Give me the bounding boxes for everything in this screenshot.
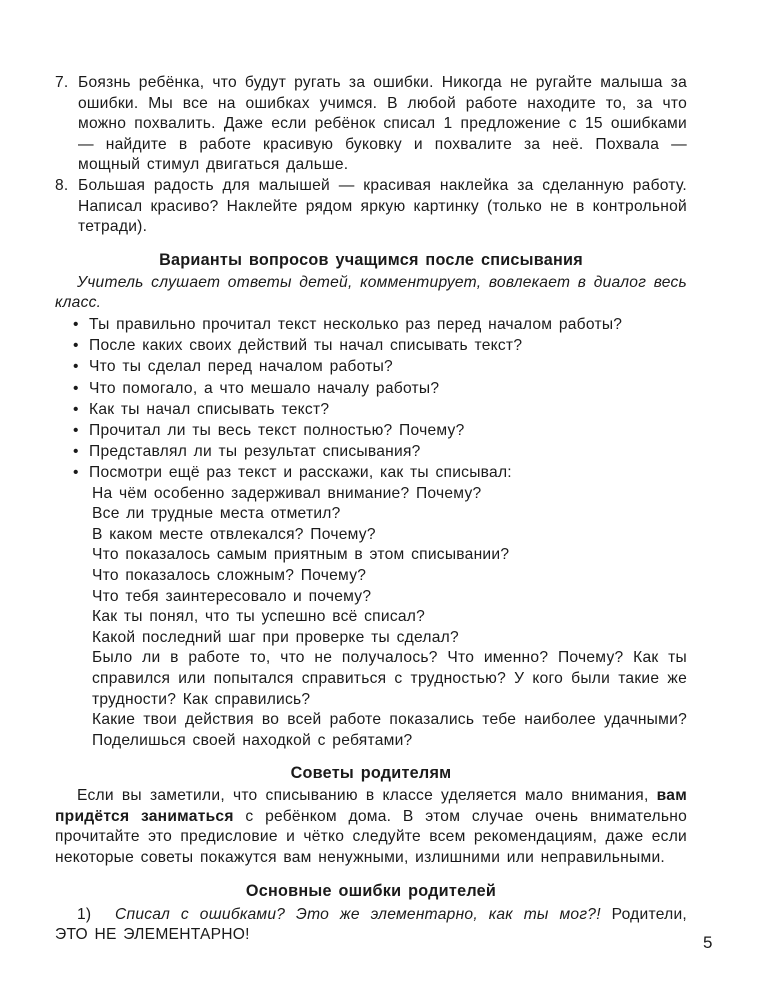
page-number: 5	[703, 933, 713, 952]
question-item: • Прочитал ли ты весь текст полностью? Почему?	[55, 420, 687, 441]
bullet-icon: •	[73, 421, 79, 439]
item-text: Боязнь ребёнка, что будут ругать за ошибки. Никогда не ругайте малыша за ошибки. Мы все на ошибках учимся. В любой работе находите то, за что можно похвалить. Даже если ребёнок списал 1 предложение с 15 ошибками — найдите в работе красивую буковку и похвалите за неё. Похвала — мощный стимул двигаться дальше.	[78, 74, 687, 174]
bullet-icon: •	[73, 315, 79, 333]
section-heading-mistakes: Основные ошибки родителей	[245, 881, 497, 900]
mistake-number: 1)	[77, 905, 92, 923]
mistake-quote: Списал с ошибками? Это же элементарно, как ты мог?!	[115, 905, 601, 923]
sub-question: Какие твои действия во всей работе показались тебе наиболее удачными? Поделишься своей находкой с ребятами?	[92, 711, 687, 749]
mistake-comment: Родители, ЭТО НЕ ЭЛЕМЕНТАРНО!	[55, 905, 687, 944]
mistake-item	[55, 905, 687, 946]
bullet-icon: •	[73, 400, 79, 418]
question-item: • Посмотри ещё раз текст и расскажи, как ты списывал:	[55, 462, 687, 483]
sub-question: На чём особенно задерживал внимание? Почему?	[92, 484, 482, 502]
section-heading-advice: Советы родителям	[290, 764, 452, 783]
question-item: • Что ты сделал перед началом работы?	[55, 356, 687, 377]
item-number: 8.	[55, 176, 69, 194]
bullet-icon: •	[73, 464, 79, 482]
sub-question: Что показалось самым приятным в этом списывании?	[92, 546, 510, 564]
sub-question: Как ты понял, что ты успешно всё списал?	[92, 608, 426, 626]
question-item: • Что помогало, а что мешало началу работы?	[55, 378, 687, 399]
sub-question: В каком месте отвлекался? Почему?	[92, 525, 376, 543]
sub-question: Какой последний шаг при проверке ты сделал?	[92, 628, 459, 646]
question-list	[55, 314, 687, 484]
advice-paragraph: Если вы заметили, что списыванию в классе уделяется мало внимания, вам придётся заниматься с ребёнком дома. В этом случае очень внимательно прочитайте это предисловие и чётко следуйте всем рекомендациям, даже если некоторые советы покажутся вам ненужными, излишними или неправильными.	[55, 787, 687, 867]
bullet-icon: •	[73, 379, 79, 397]
question-item: • Представлял ли ты результат списывания?	[55, 441, 687, 462]
question-item: • Как ты начал списывать текст?	[55, 399, 687, 420]
sub-question-list	[55, 484, 687, 752]
bullet-icon: •	[73, 337, 79, 355]
bullet-icon: •	[73, 443, 79, 461]
emphasis-text: вам придётся заниматься	[55, 787, 687, 825]
bullet-icon: •	[73, 358, 79, 376]
sub-question: Было ли в работе то, что не получалось? Что именно? Почему? Как ты справился или попытался справиться с трудностью? У кого были такие же трудности? Как справились?	[92, 649, 687, 708]
list-item-8	[55, 176, 687, 238]
section-intro: Учитель слушает ответы детей, комментирует, вовлекает в диалог весь класс.	[55, 273, 687, 312]
page-body	[55, 73, 687, 946]
question-item: • После каких своих действий ты начал списывать текст?	[55, 335, 687, 356]
sub-question: Что показалось сложным? Почему?	[92, 566, 367, 584]
question-item: • Ты правильно прочитал текст несколько раз перед началом работы?	[55, 314, 687, 335]
item-text: Большая радость для малышей — красивая наклейка за сделанную работу. Написал красиво? Наклейте рядом яркую картинку (только не в контрольной тетради).	[78, 176, 687, 236]
item-number: 7.	[55, 74, 69, 91]
sub-question: Все ли трудные места отметил?	[92, 505, 341, 523]
sub-question: Что тебя заинтересовало и почему?	[92, 587, 372, 605]
section-heading-questions: Варианты вопросов учащимся после списывания	[159, 250, 583, 269]
list-item-7	[55, 73, 687, 176]
